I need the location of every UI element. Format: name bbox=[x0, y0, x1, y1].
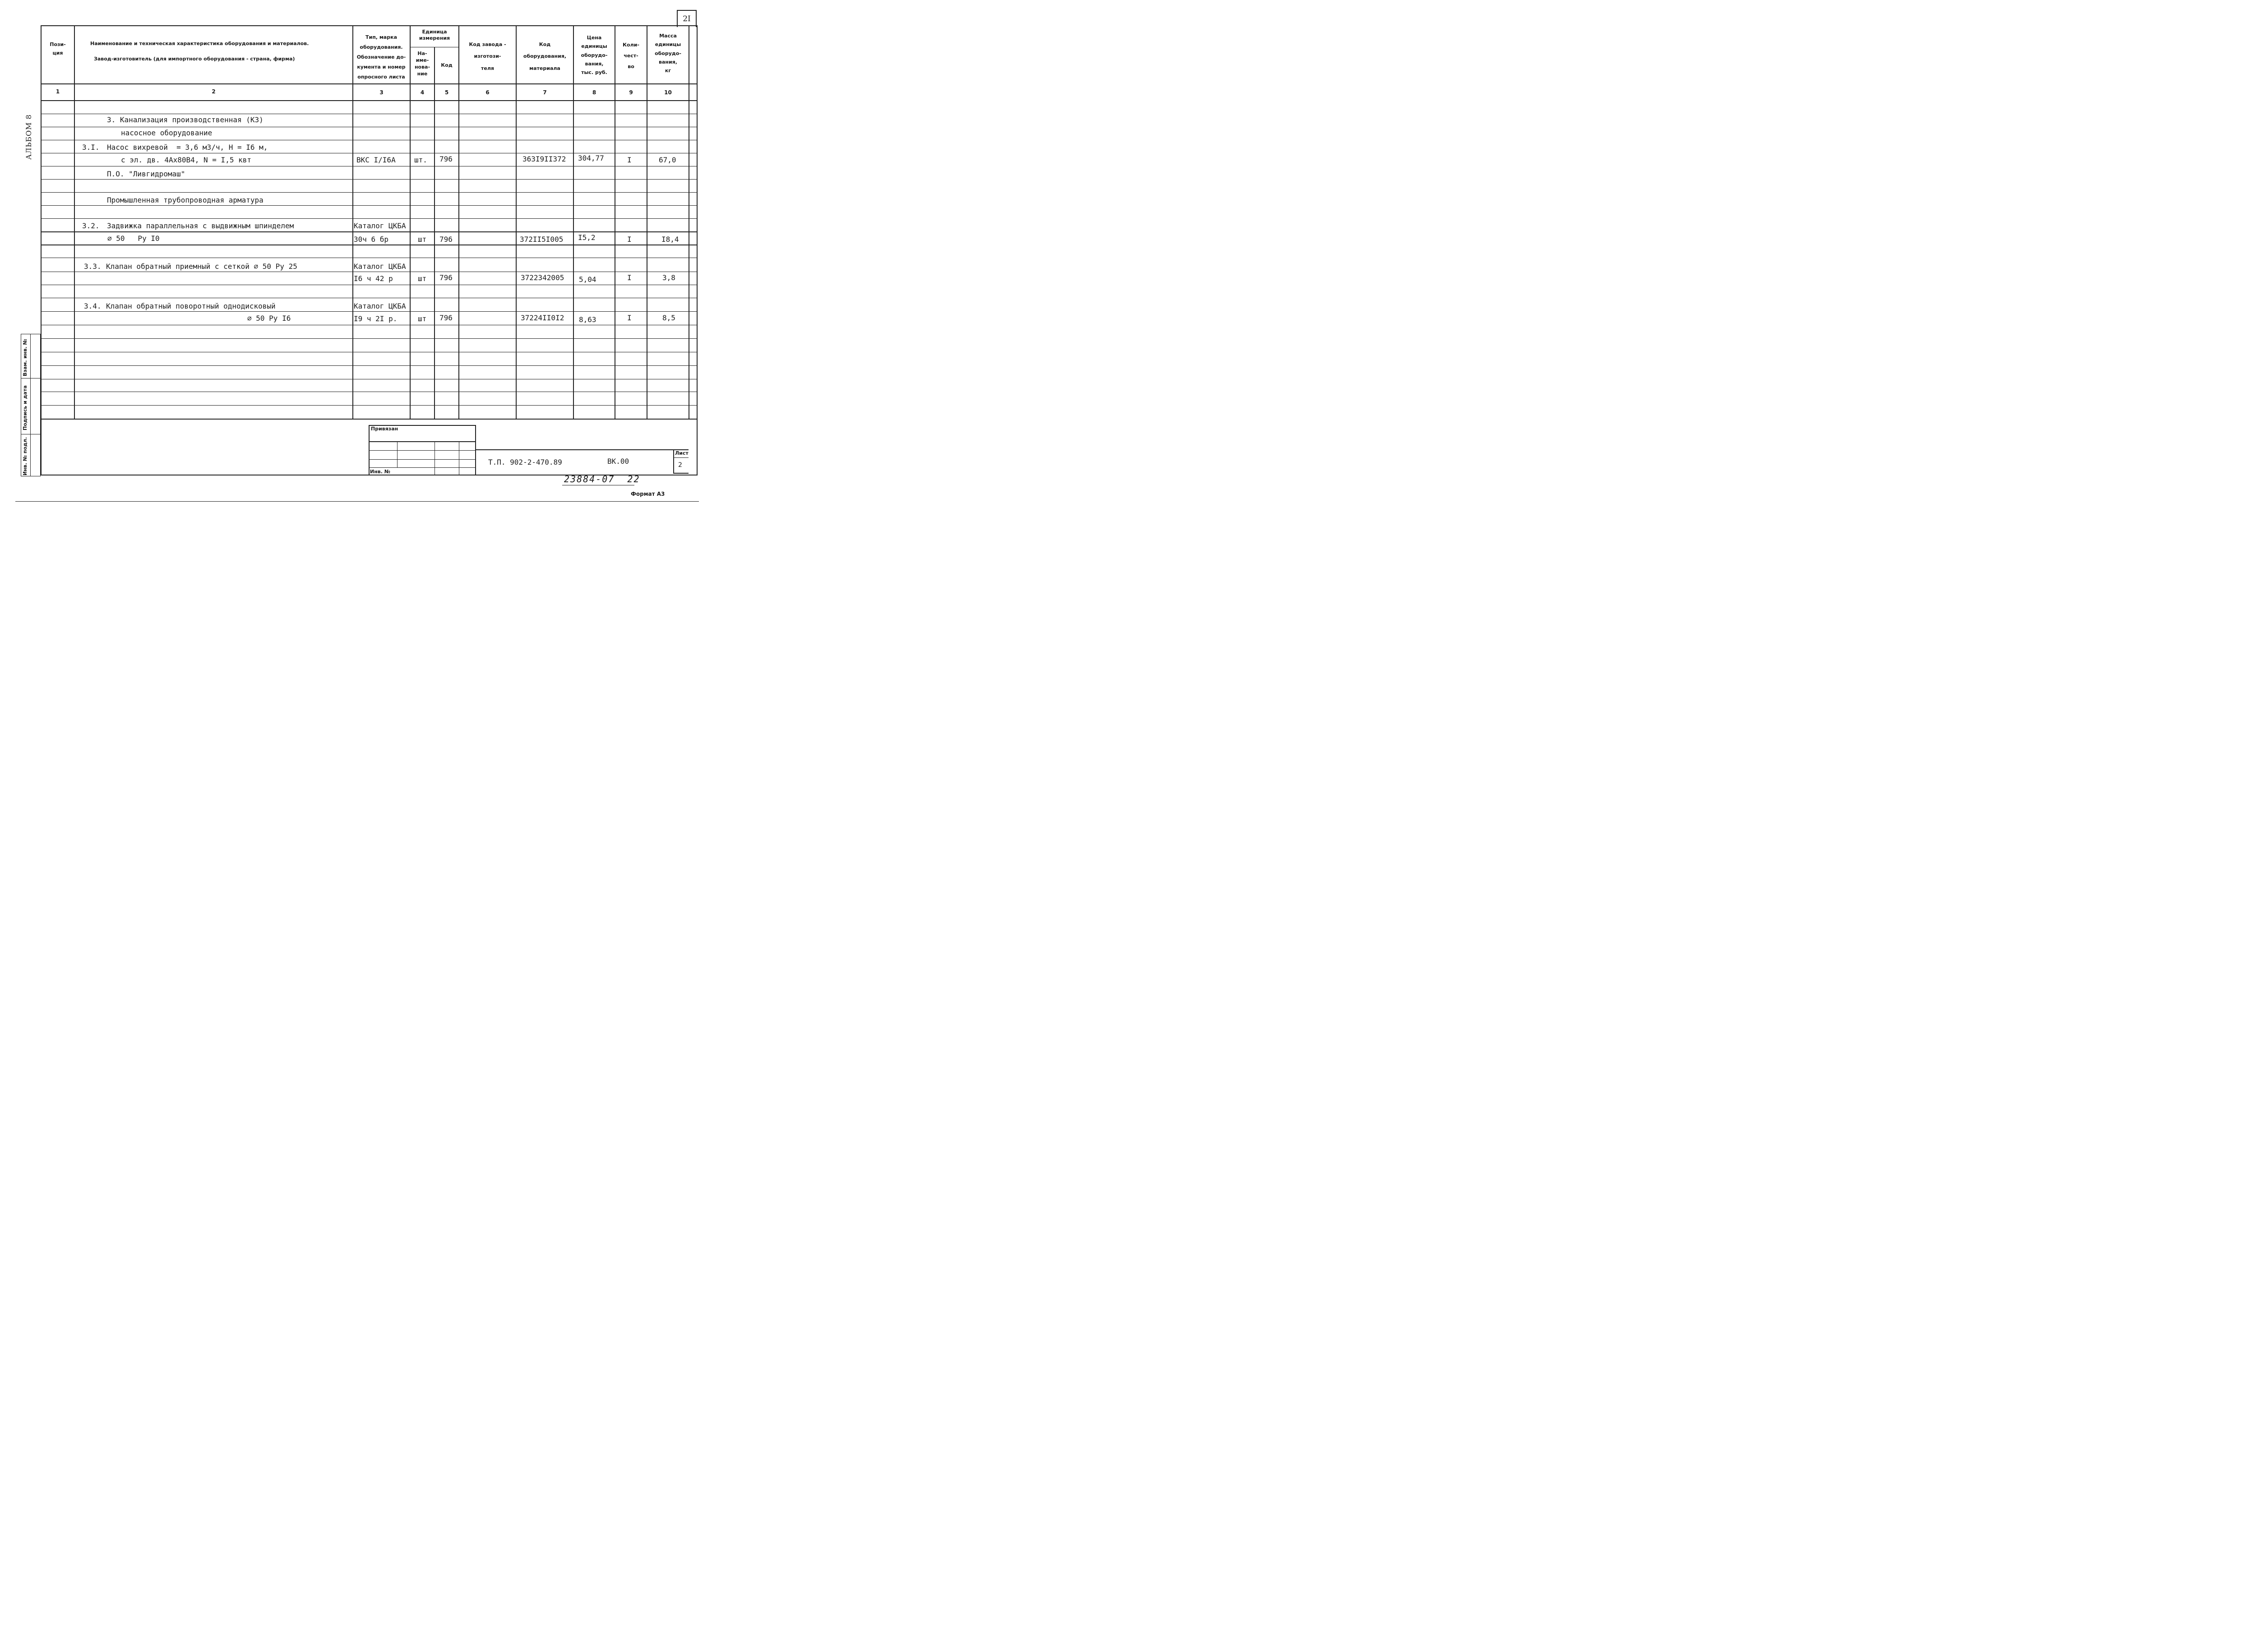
header-name: Наименование и техническая характеристика оборудования и материалов. bbox=[90, 41, 309, 46]
row-unit: шт bbox=[418, 274, 427, 283]
binding-line bbox=[369, 441, 476, 442]
col-number: 4 bbox=[420, 89, 425, 96]
row-qty: I bbox=[627, 273, 632, 282]
row-name: насосное оборудование bbox=[121, 129, 213, 137]
header-position: Пози- ция bbox=[50, 42, 66, 56]
sheet-label: Лист bbox=[675, 450, 689, 456]
row-unit: шт bbox=[418, 235, 427, 244]
header-type: Тип, марка оборудования. Обозначение до- кумента и номер опросного листа bbox=[356, 34, 406, 80]
col-number: 1 bbox=[55, 88, 60, 95]
col-number: 10 bbox=[664, 89, 672, 96]
row-equipment-code: 372II5I005 bbox=[520, 235, 564, 244]
header-mass: Масса единицы оборудо- вания, кг bbox=[655, 33, 681, 74]
row-line bbox=[41, 218, 698, 219]
row-name: Промышленная трубопроводная арматура bbox=[107, 196, 264, 204]
row-equipment-code: 37224II0I2 bbox=[521, 314, 564, 322]
stamp-orig-inv: Инв. № подл. bbox=[22, 437, 28, 475]
row-name: 3. Канализация производственная (К3) bbox=[107, 115, 264, 124]
header-bottom bbox=[41, 83, 698, 84]
row-unit-code: 796 bbox=[439, 273, 453, 282]
bottom-trim-line bbox=[15, 501, 699, 502]
binding-line bbox=[369, 459, 476, 460]
header-manufacturer: Завод-изготовитель (для импортного оборудования - страна, фирма) bbox=[94, 56, 295, 62]
row-line bbox=[41, 365, 698, 366]
binding-col bbox=[397, 441, 398, 467]
col-number: 9 bbox=[629, 89, 633, 96]
row-name: Задвижка параллельная с выдвижным шпинделем bbox=[107, 221, 294, 230]
row-price: I5,2 bbox=[578, 233, 596, 242]
row-qty: I bbox=[627, 156, 632, 164]
row-name: с эл. дв. 4Ах80В4, N = I,5 квт bbox=[121, 156, 251, 164]
row-unit-code: 796 bbox=[439, 235, 453, 244]
header-unit: Единица измерения bbox=[419, 29, 450, 42]
document-mark: ВК.00 bbox=[607, 457, 629, 466]
row-type: I9 ч 2I р. bbox=[354, 314, 398, 323]
binding-line bbox=[369, 450, 476, 451]
row-line bbox=[41, 205, 698, 206]
row-qty: I bbox=[627, 314, 632, 322]
header-quantity: Коли- чест- во bbox=[623, 42, 639, 70]
header-unit-name: На- име- нова- ние bbox=[414, 51, 430, 77]
album-label: АЛЬБОМ 8 bbox=[24, 114, 33, 160]
format-label: Формат А3 bbox=[631, 491, 665, 497]
row-name: Клапан обратный поворотный однодисковый bbox=[106, 302, 276, 310]
row-name: П.О. "Ливгидромаш" bbox=[107, 170, 185, 178]
row-unit-code: 796 bbox=[439, 314, 453, 322]
sheet-corner-number: 2I bbox=[677, 10, 697, 27]
row-mass: 67,0 bbox=[659, 156, 676, 164]
row-equipment-code: 3722342005 bbox=[521, 273, 564, 282]
inv-label: Инв. № bbox=[370, 469, 391, 475]
row-line bbox=[41, 338, 698, 339]
handwritten-number: 23884-07 22 bbox=[564, 474, 640, 485]
col-number: 2 bbox=[212, 88, 216, 95]
col-number: 8 bbox=[592, 89, 596, 96]
row-mass: I8,4 bbox=[661, 235, 679, 244]
row-type: ВКС I/I6А bbox=[356, 156, 396, 164]
row-line bbox=[41, 405, 698, 406]
row-unit: шт bbox=[418, 314, 427, 323]
header-price: Цена единицы оборудо- вания, тыс. руб. bbox=[581, 35, 608, 75]
row-type: 30ч 6 бр bbox=[354, 235, 389, 244]
document-code: Т.П. 902-2-470.89 bbox=[488, 458, 562, 466]
row-line bbox=[41, 311, 698, 312]
row-type: Каталог ЦКБА bbox=[354, 302, 406, 310]
col-number: 7 bbox=[543, 89, 547, 96]
row-name: ⌀ 50 Ру I6 bbox=[247, 314, 291, 323]
row-type: Каталог ЦКБА bbox=[354, 221, 406, 230]
row-price: 304,77 bbox=[578, 154, 604, 162]
row-equipment-code: 363I9II372 bbox=[522, 155, 566, 163]
row-name: ⌀ 50 Ру I0 bbox=[107, 234, 160, 243]
row-line bbox=[41, 231, 698, 232]
row-name: Насос вихревой = 3,6 м3/ч, H = I6 м, bbox=[107, 143, 268, 152]
binding-line bbox=[369, 467, 476, 468]
row-qty: I bbox=[627, 235, 632, 244]
row-price: 5,04 bbox=[579, 275, 596, 284]
stamp-replace-inv: Взам. инв. № bbox=[22, 339, 28, 376]
row-mass: 8,5 bbox=[662, 314, 675, 322]
row-unit-code: 796 bbox=[439, 155, 453, 163]
header-factory-code: Код завода - изготози- теля bbox=[469, 42, 506, 71]
row-price: 8,63 bbox=[579, 315, 596, 324]
row-line bbox=[41, 179, 698, 180]
numbers-bottom bbox=[41, 100, 698, 101]
stamp-signature-date: Подпись и дата bbox=[22, 385, 28, 430]
col-number: 3 bbox=[379, 89, 384, 96]
row-unit: шт. bbox=[414, 156, 427, 164]
row-position: 3.4. bbox=[84, 302, 102, 310]
sheet-number: 2 bbox=[678, 461, 682, 469]
table-body-bottom bbox=[41, 419, 698, 420]
row-line bbox=[41, 192, 698, 193]
row-position: 3.I. bbox=[82, 143, 100, 152]
row-position: 3.3. bbox=[84, 262, 102, 271]
row-name: Клапан обратный приемный с сеткой ⌀ 50 Ру 25 bbox=[106, 262, 297, 271]
col-divider bbox=[434, 47, 435, 419]
row-type: Каталог ЦКБА bbox=[354, 262, 406, 271]
row-type: I6 ч 42 р bbox=[354, 274, 393, 283]
row-mass: 3,8 bbox=[662, 273, 675, 282]
left-stamp-field bbox=[31, 334, 41, 476]
header-equipment-code: Код оборудования, материала bbox=[523, 42, 567, 71]
sheet-divider bbox=[673, 457, 689, 458]
col-number: 5 bbox=[444, 89, 449, 96]
bound-label: Привязан bbox=[371, 426, 398, 432]
col-number: 6 bbox=[485, 89, 490, 96]
row-position: 3.2. bbox=[82, 221, 100, 230]
header-unit-code: Код bbox=[441, 62, 453, 68]
